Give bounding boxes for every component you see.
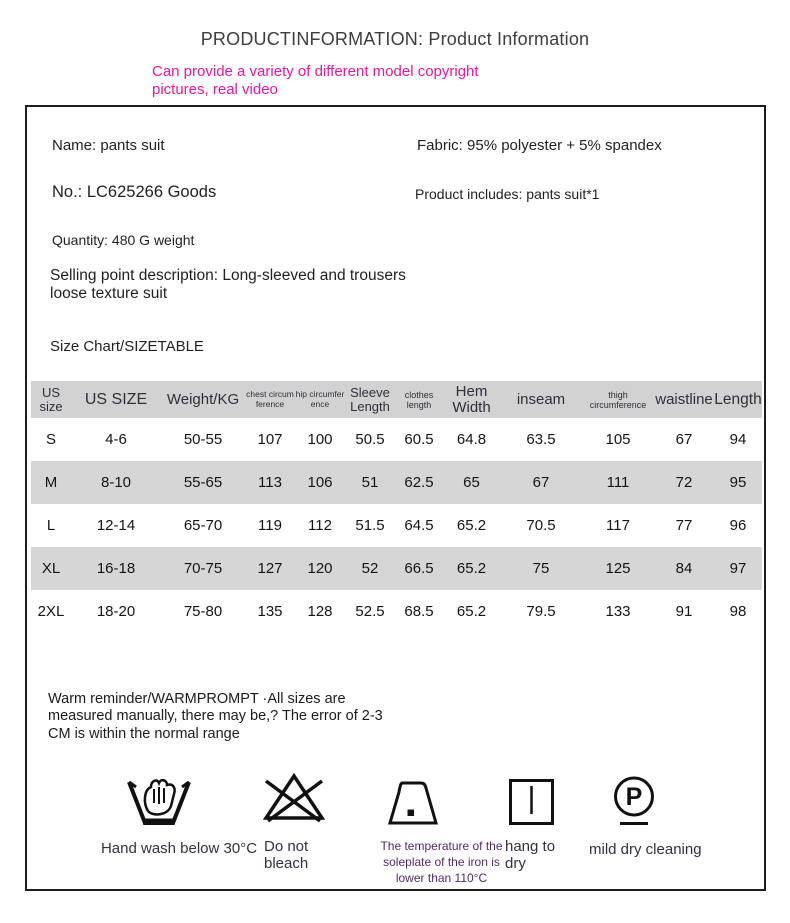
column-header: chest circumference (246, 389, 294, 409)
table-cell: 63.5 (526, 431, 556, 448)
table-cell: 68.5 (404, 603, 434, 620)
iron-temp-label-line: lower than 110°C (395, 871, 488, 885)
copyright-note-line: Can provide a variety of different model copyright (152, 63, 479, 80)
table-cell: 70.5 (526, 517, 556, 534)
table-cell: 135 (257, 603, 283, 620)
table-cell: 18-20 (96, 603, 136, 620)
column-header: US SIZE (84, 390, 148, 408)
table-cell: 84 (675, 560, 693, 577)
product-number: No.: LC625266 Goods (52, 183, 217, 201)
warm-reminder (48, 691, 383, 743)
table-cell: L (46, 517, 56, 534)
selling-point (50, 267, 406, 303)
product-quantity: Quantity: 480 G weight (52, 232, 195, 248)
selling-point-line: Selling point description: Long-sleeved and trousers (50, 267, 406, 284)
table-cell: 77 (675, 517, 693, 534)
table-cell: 16-18 (96, 560, 136, 577)
table-cell: 4-6 (105, 431, 127, 448)
page-title: PRODUCTINFORMATION: Product Information (200, 29, 590, 49)
table-cell: 67 (675, 431, 693, 448)
table-row (31, 461, 762, 504)
table-cell: 119 (258, 517, 282, 534)
table-cell: 51.5 (355, 517, 385, 534)
table-cell: 12-14 (96, 517, 136, 534)
table-cell: 113 (258, 474, 282, 491)
column-header: Weight/KG (166, 391, 240, 408)
table-cell: S (45, 431, 56, 448)
do-not-bleach-label-line: Do not (264, 838, 309, 855)
table-cell: 52 (361, 560, 379, 577)
table-cell: M (44, 474, 58, 491)
table-cell: 62.5 (404, 474, 434, 491)
table-cell: 100 (307, 431, 333, 448)
table-cell: 50-55 (183, 431, 223, 448)
column-header: thigh circumference (589, 389, 647, 410)
hand-wash-label: Hand wash below 30°C (100, 840, 258, 857)
product-includes: Product includes: pants suit*1 (415, 186, 600, 202)
warm-reminder-line: measured manually, there may be,? The error of 2-3 (48, 708, 383, 725)
table-cell: 50.5 (355, 431, 385, 448)
table-cell: 65.2 (456, 517, 487, 534)
table-cell: 55-65 (183, 474, 223, 491)
table-cell: 94 (729, 431, 747, 448)
table-cell: 52.5 (355, 603, 385, 620)
copyright-note (152, 63, 479, 98)
table-cell: 67 (532, 474, 550, 491)
size-table (31, 381, 762, 633)
size-table-header-row (31, 381, 762, 418)
table-cell: 106 (307, 474, 333, 491)
hand-wash-icon (125, 775, 193, 833)
table-cell: 66.5 (404, 560, 434, 577)
column-header: Sleeve Length (350, 384, 390, 414)
table-row (31, 547, 762, 590)
column-header: inseam (516, 391, 566, 408)
size-table-body (31, 418, 762, 633)
selling-point-line: loose texture suit (50, 285, 168, 302)
table-cell: 75 (532, 560, 550, 577)
table-cell: 79.5 (526, 603, 556, 620)
mild-dry-clean-label: mild dry cleaning (589, 841, 702, 858)
table-cell: XL (41, 560, 61, 577)
table-cell: 64.8 (456, 431, 487, 448)
warm-reminder-line: Warm reminder/WARMPROMPT ·All sizes are (48, 691, 346, 707)
dry-clean-letter: P (625, 783, 643, 811)
iron-low-temp-icon (388, 780, 440, 831)
table-cell: 8-10 (100, 474, 132, 491)
table-cell: 98 (729, 603, 747, 620)
table-cell: 96 (729, 517, 747, 534)
product-detail-box (25, 105, 766, 891)
table-cell: 72 (675, 474, 693, 491)
table-cell: 65.2 (456, 560, 487, 577)
table-cell: 133 (605, 603, 631, 620)
column-header: Hem Width (452, 382, 491, 416)
hang-to-dry-label (505, 839, 555, 872)
table-cell: 51 (361, 474, 379, 491)
table-cell: 125 (605, 560, 631, 577)
table-row (31, 504, 762, 547)
table-cell: 105 (605, 431, 631, 448)
copyright-note-line: pictures, real video (152, 80, 278, 98)
do-not-bleach-icon (263, 771, 325, 828)
table-cell: 97 (729, 560, 747, 577)
table-row (31, 418, 762, 461)
table-row (31, 590, 762, 633)
do-not-bleach-label-line: bleach (264, 854, 309, 872)
iron-temp-label-line: The temperature of the (380, 839, 503, 853)
table-cell: 111 (606, 474, 630, 491)
size-chart-heading: Size Chart/SIZETABLE (50, 338, 204, 355)
column-header: hip circumference (295, 389, 345, 409)
mild-dry-clean-icon (610, 775, 658, 832)
table-cell: 65.2 (456, 603, 487, 620)
warm-reminder-line: CM is within the normal range (48, 725, 240, 742)
table-cell: 117 (606, 517, 630, 534)
column-header: Length (714, 390, 762, 408)
table-cell: 127 (257, 560, 283, 577)
table-cell: 65-70 (183, 517, 223, 534)
table-cell: 75-80 (183, 603, 223, 620)
hang-to-dry-label-line: dry (505, 854, 526, 872)
hang-to-dry-label-line: hang to (505, 838, 556, 855)
table-cell: 65 (463, 474, 480, 491)
table-cell: 91 (675, 603, 693, 620)
table-cell: 2XL (37, 603, 65, 620)
table-cell: 112 (308, 517, 332, 534)
table-cell: 70-75 (183, 560, 223, 577)
table-cell: 120 (307, 560, 333, 577)
product-fabric: Fabric: 95% polyester + 5% spandex (417, 137, 662, 154)
column-header: US size (39, 384, 63, 414)
table-cell: 128 (307, 603, 333, 620)
do-not-bleach-label (264, 839, 308, 872)
table-cell: 95 (729, 474, 747, 491)
iron-temp-label-line: soleplate of the iron is (383, 855, 500, 869)
column-header: waistline (655, 391, 713, 408)
table-cell: 107 (257, 431, 283, 448)
table-cell: 60.5 (404, 431, 434, 448)
column-header: clothes length (404, 389, 434, 410)
table-cell: 64.5 (404, 517, 434, 534)
hang-to-dry-icon (509, 779, 554, 830)
product-name: Name: pants suit (52, 137, 165, 154)
